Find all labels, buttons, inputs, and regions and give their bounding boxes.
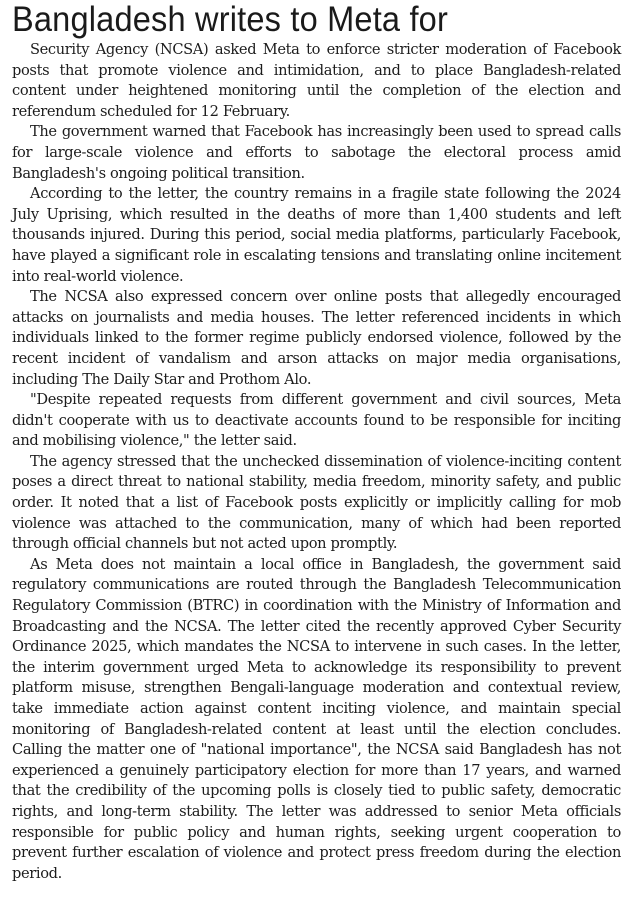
article-paragraph: "Despite repeated requests from different government and civil sources, Meta didn't cooperate with us to deactivate accounts found to be responsible for inciting and mobilising violence," the letter said. xyxy=(12,391,621,450)
article-paragraph: The government warned that Facebook has increasingly been used to spread calls for large-scale violence and efforts to sabotage the electoral process amid Bangladesh's ongoing political transition. xyxy=(12,123,621,182)
article-body xyxy=(12,40,621,884)
article-headline: Bangladesh writes to Meta for xyxy=(12,0,449,39)
article-paragraph: The NCSA also expressed concern over online posts that allegedly encouraged attacks on journalists and media houses. The letter referenced incidents in which individuals linked to the former regime publicly endorsed violence, followed by the recent incident of vandalism and arson attacks on major media organisations, including The Daily Star and Prothom Alo. xyxy=(12,288,621,388)
article-paragraph: As Meta does not maintain a local office in Bangladesh, the government said regulatory communications are routed through the Bangladesh Telecommunication Regulatory Commission (BTRC) in coordination with the Ministry of Information and Broadcasting and the NCSA. The letter cited the recently approved Cyber Security Ordinance 2025, which mandates the NCSA to intervene in such cases. In the letter, the interim government urged Meta to acknowledge its responsibility to prevent platform misuse, strengthen Bengali-language moderation and contextual review, take immediate action against content inciting violence, and maintain special monitoring of Bangladesh-related content at least until the election concludes. Calling the matter one of "national importance", the NCSA said Bangladesh has not experienced a genuinely participatory election for more than 17 years, and warned that the credibility of the upcoming polls is closely tied to public safety, democratic rights, and long-term stability. The letter was addressed to senior Meta officials responsible for public policy and human rights, seeking urgent cooperation to prevent further escalation of violence and protect press freedom during the election period. xyxy=(12,555,621,882)
article-paragraph: According to the letter, the country remains in a fragile state following the 2024 July Uprising, which resulted in the deaths of more than 1,400 students and left thousands injured. During this period, social media platforms, particularly Facebook, have played a significant role in escalating tensions and translating online incitement into real-world violence. xyxy=(12,185,621,285)
article xyxy=(12,0,621,884)
article-paragraph: Security Agency (NCSA) asked Meta to enforce stricter moderation of Facebook posts that promote violence and intimidation, and to place Bangladesh-related content under heightened monitoring until the completion of the election and referendum scheduled for 12 February. xyxy=(12,41,621,120)
article-paragraph: The agency stressed that the unchecked dissemination of violence-inciting content poses a direct threat to national stability, media freedom, minority safety, and public order. It noted that a list of Facebook posts explicitly or implicitly calling for mob violence was attached to the communication, many of which had been reported through official channels but not acted upon promptly. xyxy=(12,452,621,553)
